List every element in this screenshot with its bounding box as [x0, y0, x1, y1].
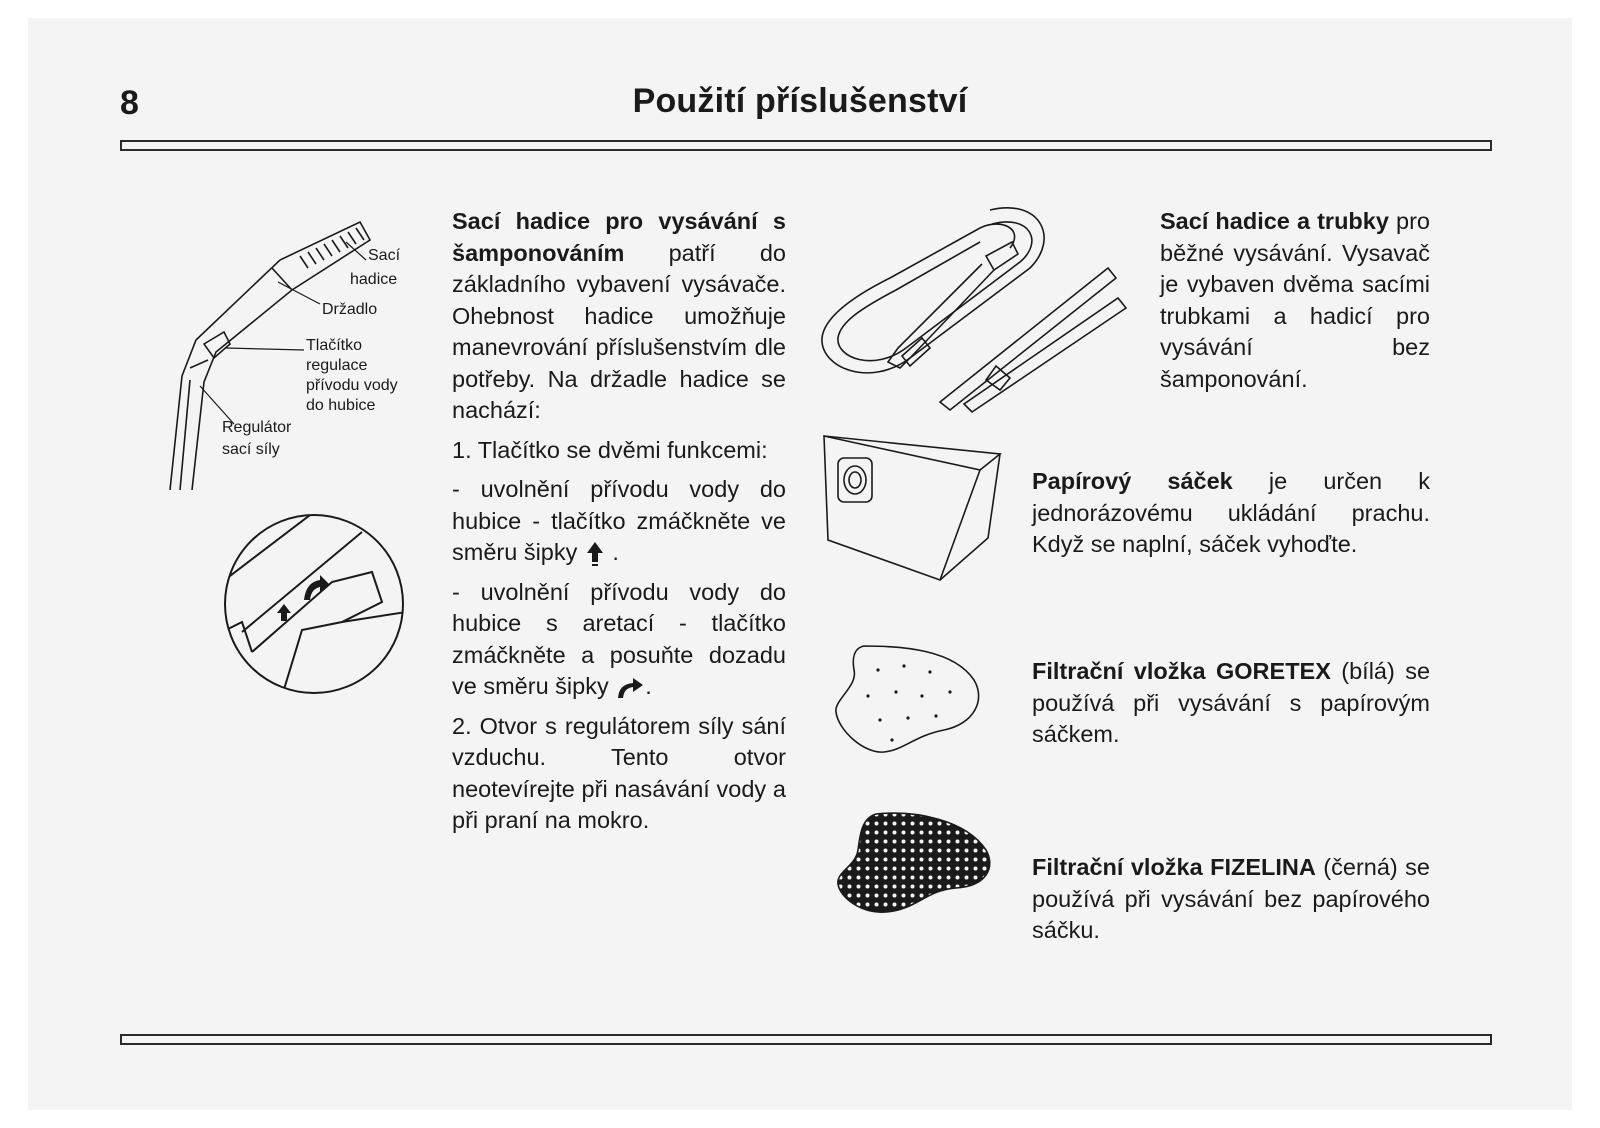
hose-intro: patří do základního vybavení vysávače. Ohebnost hadice umožňuje manevrování příslušenstvím dle potřeby. Na držadle hadice se nachází:	[452, 239, 786, 423]
label-regulace: regulace	[306, 357, 368, 374]
goretex-heading: Filtrační vložka GORETEX	[1032, 658, 1331, 684]
page-title: Použití příslušenství	[632, 82, 968, 120]
arrow-up-icon	[584, 540, 606, 568]
item-2: 2. Otvor s regulátorem síly sání vzduchu. Tento otvor neotevírejte při nasávání vody a při praní na mokro.	[452, 712, 786, 833]
bag-body: je určen k jednorázovému ukládání prachu. Když se naplní, sáček vyhoďte.	[1032, 468, 1430, 557]
dash-2-text: - uvolnění přívodu vody do hubice s aretací - tlačítko zmáčkněte a posuňte dozadu ve směru šipky	[452, 578, 786, 699]
item-1: 1. Tlačítko se dvěmi funkcemi:	[452, 436, 768, 463]
bag-heading: Papírový sáček	[1032, 468, 1233, 494]
goretex-paragraph	[1032, 656, 1430, 751]
fizelina-body: (černá) se používá při vysávání bez papírového sáčku.	[1032, 854, 1430, 943]
button-detail-illustration	[222, 512, 406, 696]
hoses-paragraph	[1160, 206, 1430, 395]
hoses-text	[1160, 206, 1430, 403]
goretex-text	[1032, 656, 1430, 759]
dash-1: - uvolnění přívodu vody do hubice - tlačítko zmáčkněte ve směru šipky .	[452, 474, 786, 569]
label-tlacitko: Tlačítko	[306, 337, 363, 354]
bag-text	[1032, 466, 1430, 569]
label-hadice: hadice	[350, 271, 398, 288]
label-drzadlo: Držadlo	[322, 301, 378, 318]
middle-text-column	[452, 206, 786, 845]
hose-handle-illustration	[160, 200, 430, 490]
hoses-body: pro běžné vysávání. Vysavač je vybaven dvěma sacími trubkami a hadicí pro vysávání bez šamponování.	[1160, 208, 1430, 392]
goretex-body: (bílá) se používá při vysávání s papírovým sáčkem.	[1032, 658, 1431, 747]
label-privodu: přívodu vody	[306, 377, 398, 394]
bottom-rule	[120, 1034, 1492, 1045]
label-do-hubice: do hubice	[306, 397, 376, 414]
page-number: 8	[120, 84, 139, 122]
hose-heading: Sací hadice pro vysávání s šamponováním	[452, 208, 786, 266]
hoses-tubes-illustration	[810, 198, 1130, 423]
top-rule	[120, 140, 1492, 151]
hose-description	[452, 206, 786, 427]
label-saci-sily: sací síly	[222, 441, 280, 458]
hoses-heading: Sací hadice a trubky	[1160, 208, 1389, 234]
label-regulator: Regulátor	[222, 419, 292, 436]
fizelina-filter-illustration	[836, 810, 996, 920]
fizelina-paragraph	[1032, 852, 1430, 947]
goretex-filter-illustration	[834, 640, 982, 760]
paper-bag-illustration	[820, 430, 1010, 600]
bag-paragraph	[1032, 466, 1430, 561]
fizelina-text	[1032, 852, 1430, 955]
dash-1-text: - uvolnění přívodu vody do hubice - tlačítko zmáčkněte ve směru šipky	[452, 476, 786, 565]
fizelina-heading: Filtrační vložka FIZELINA	[1032, 854, 1316, 880]
curved-arrow-icon	[615, 676, 645, 700]
dash-2: - uvolnění přívodu vody do hubice s aretací - tlačítko zmáčkněte a posuňte dozadu ve směru šipky .	[452, 578, 786, 699]
label-saci: Sací	[368, 247, 401, 264]
